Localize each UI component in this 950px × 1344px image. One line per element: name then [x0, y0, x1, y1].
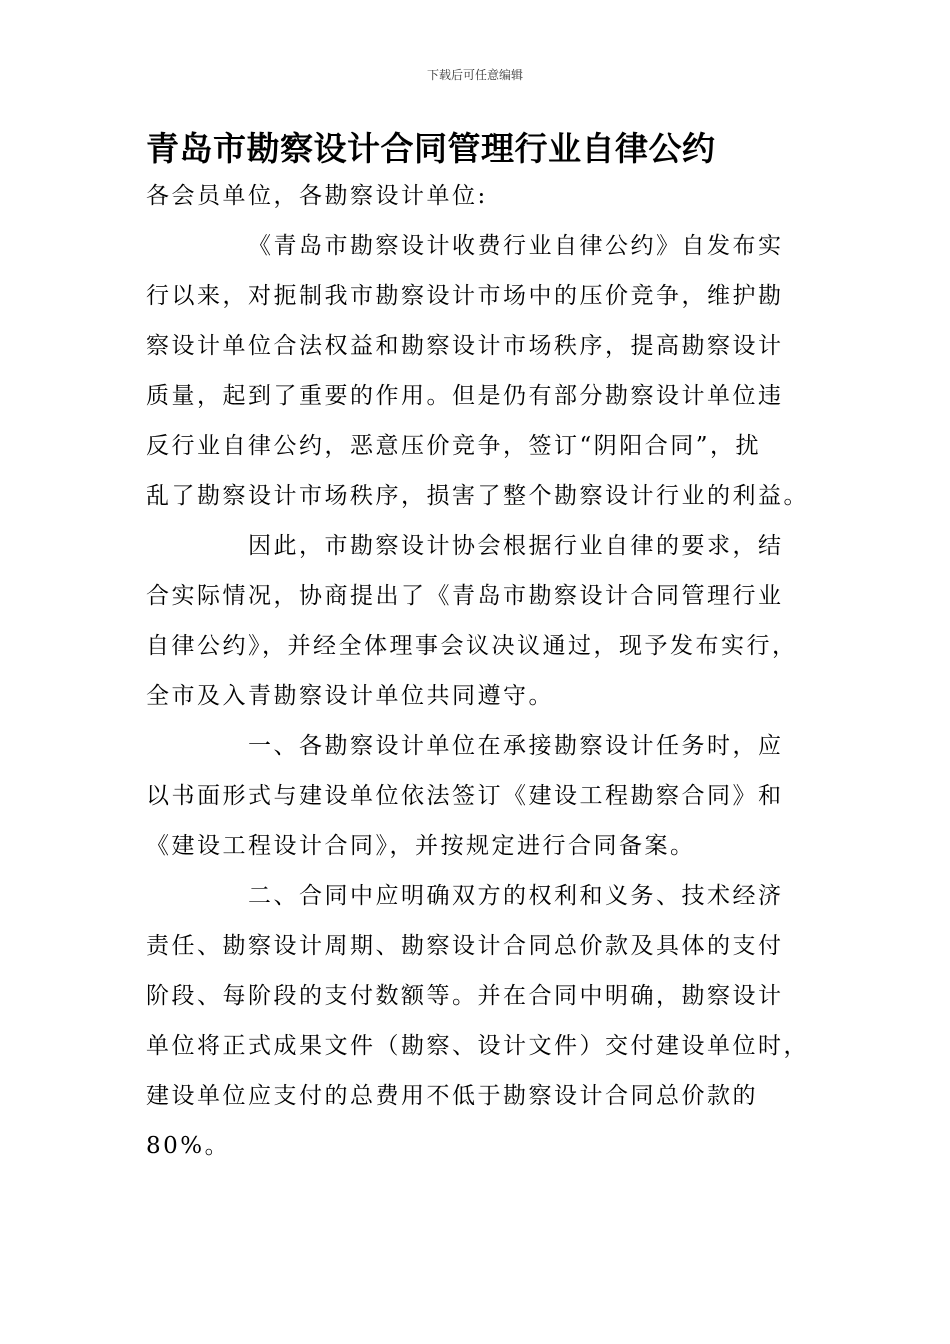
paragraph-1-line-6: 乱了勘察设计市场秩序，损害了整个勘察设计行业的利益。	[146, 483, 809, 509]
paragraph-1-line-3: 察设计单位合法权益和勘察设计市场秩序，提高勘察设计	[146, 333, 784, 359]
clause-1-line-1: 一、各勘察设计单位在承接勘察设计任务时，应	[248, 733, 784, 759]
paragraph-1-line-4: 质量，起到了重要的作用。但是仍有部分勘察设计单位违	[146, 383, 784, 409]
paragraph-1-line-5: 反行业自律公约，恶意压价竞争，签订“阴阳合同”，扰	[146, 433, 762, 459]
salutation-line: 各会员单位，各勘察设计单位:	[146, 183, 488, 209]
paragraph-1-line-2: 行以来，对扼制我市勘察设计市场中的压价竞争，维护勘	[146, 283, 784, 309]
header-note: 下载后可任意编辑	[426, 68, 523, 82]
paragraph-2-line-3: 自律公约》，并经全体理事会议决议通过，现予发布实行，	[146, 633, 798, 659]
paragraph-2-line-4: 全市及入青勘察设计单位共同遵守。	[146, 683, 554, 709]
clause-2-line-1: 二、合同中应明确双方的权利和义务、技术经济	[248, 883, 784, 909]
paragraph-1-line-1: 《青岛市勘察设计收费行业自律公约》自发布实	[248, 233, 784, 259]
paragraph-2-line-2: 合实际情况，协商提出了《青岛市勘察设计合同管理行业	[146, 583, 784, 609]
clause-2-line-6: 80%。	[146, 1133, 231, 1159]
document-body	[146, 171, 809, 1171]
clause-2-line-2: 责任、勘察设计周期、勘察设计合同总价款及具体的支付	[146, 933, 784, 959]
document-title: 青岛市勘察设计合同管理行业自律公约	[146, 129, 716, 168]
clause-1-line-3: 《建设工程设计合同》，并按规定进行合同备案。	[146, 833, 696, 859]
clause-2-line-3: 阶段、每阶段的支付数额等。并在合同中明确，勘察设计	[146, 983, 784, 1009]
clause-2-line-5: 建设单位应支付的总费用不低于勘察设计合同总价款的	[146, 1083, 758, 1109]
clause-1-line-2: 以书面形式与建设单位依法签订《建设工程勘察合同》和	[146, 783, 784, 809]
clause-2-line-4: 单位将正式成果文件（勘察、设计文件）交付建设单位时，	[146, 1033, 809, 1059]
paragraph-2-line-1: 因此，市勘察设计协会根据行业自律的要求，结	[248, 533, 784, 559]
